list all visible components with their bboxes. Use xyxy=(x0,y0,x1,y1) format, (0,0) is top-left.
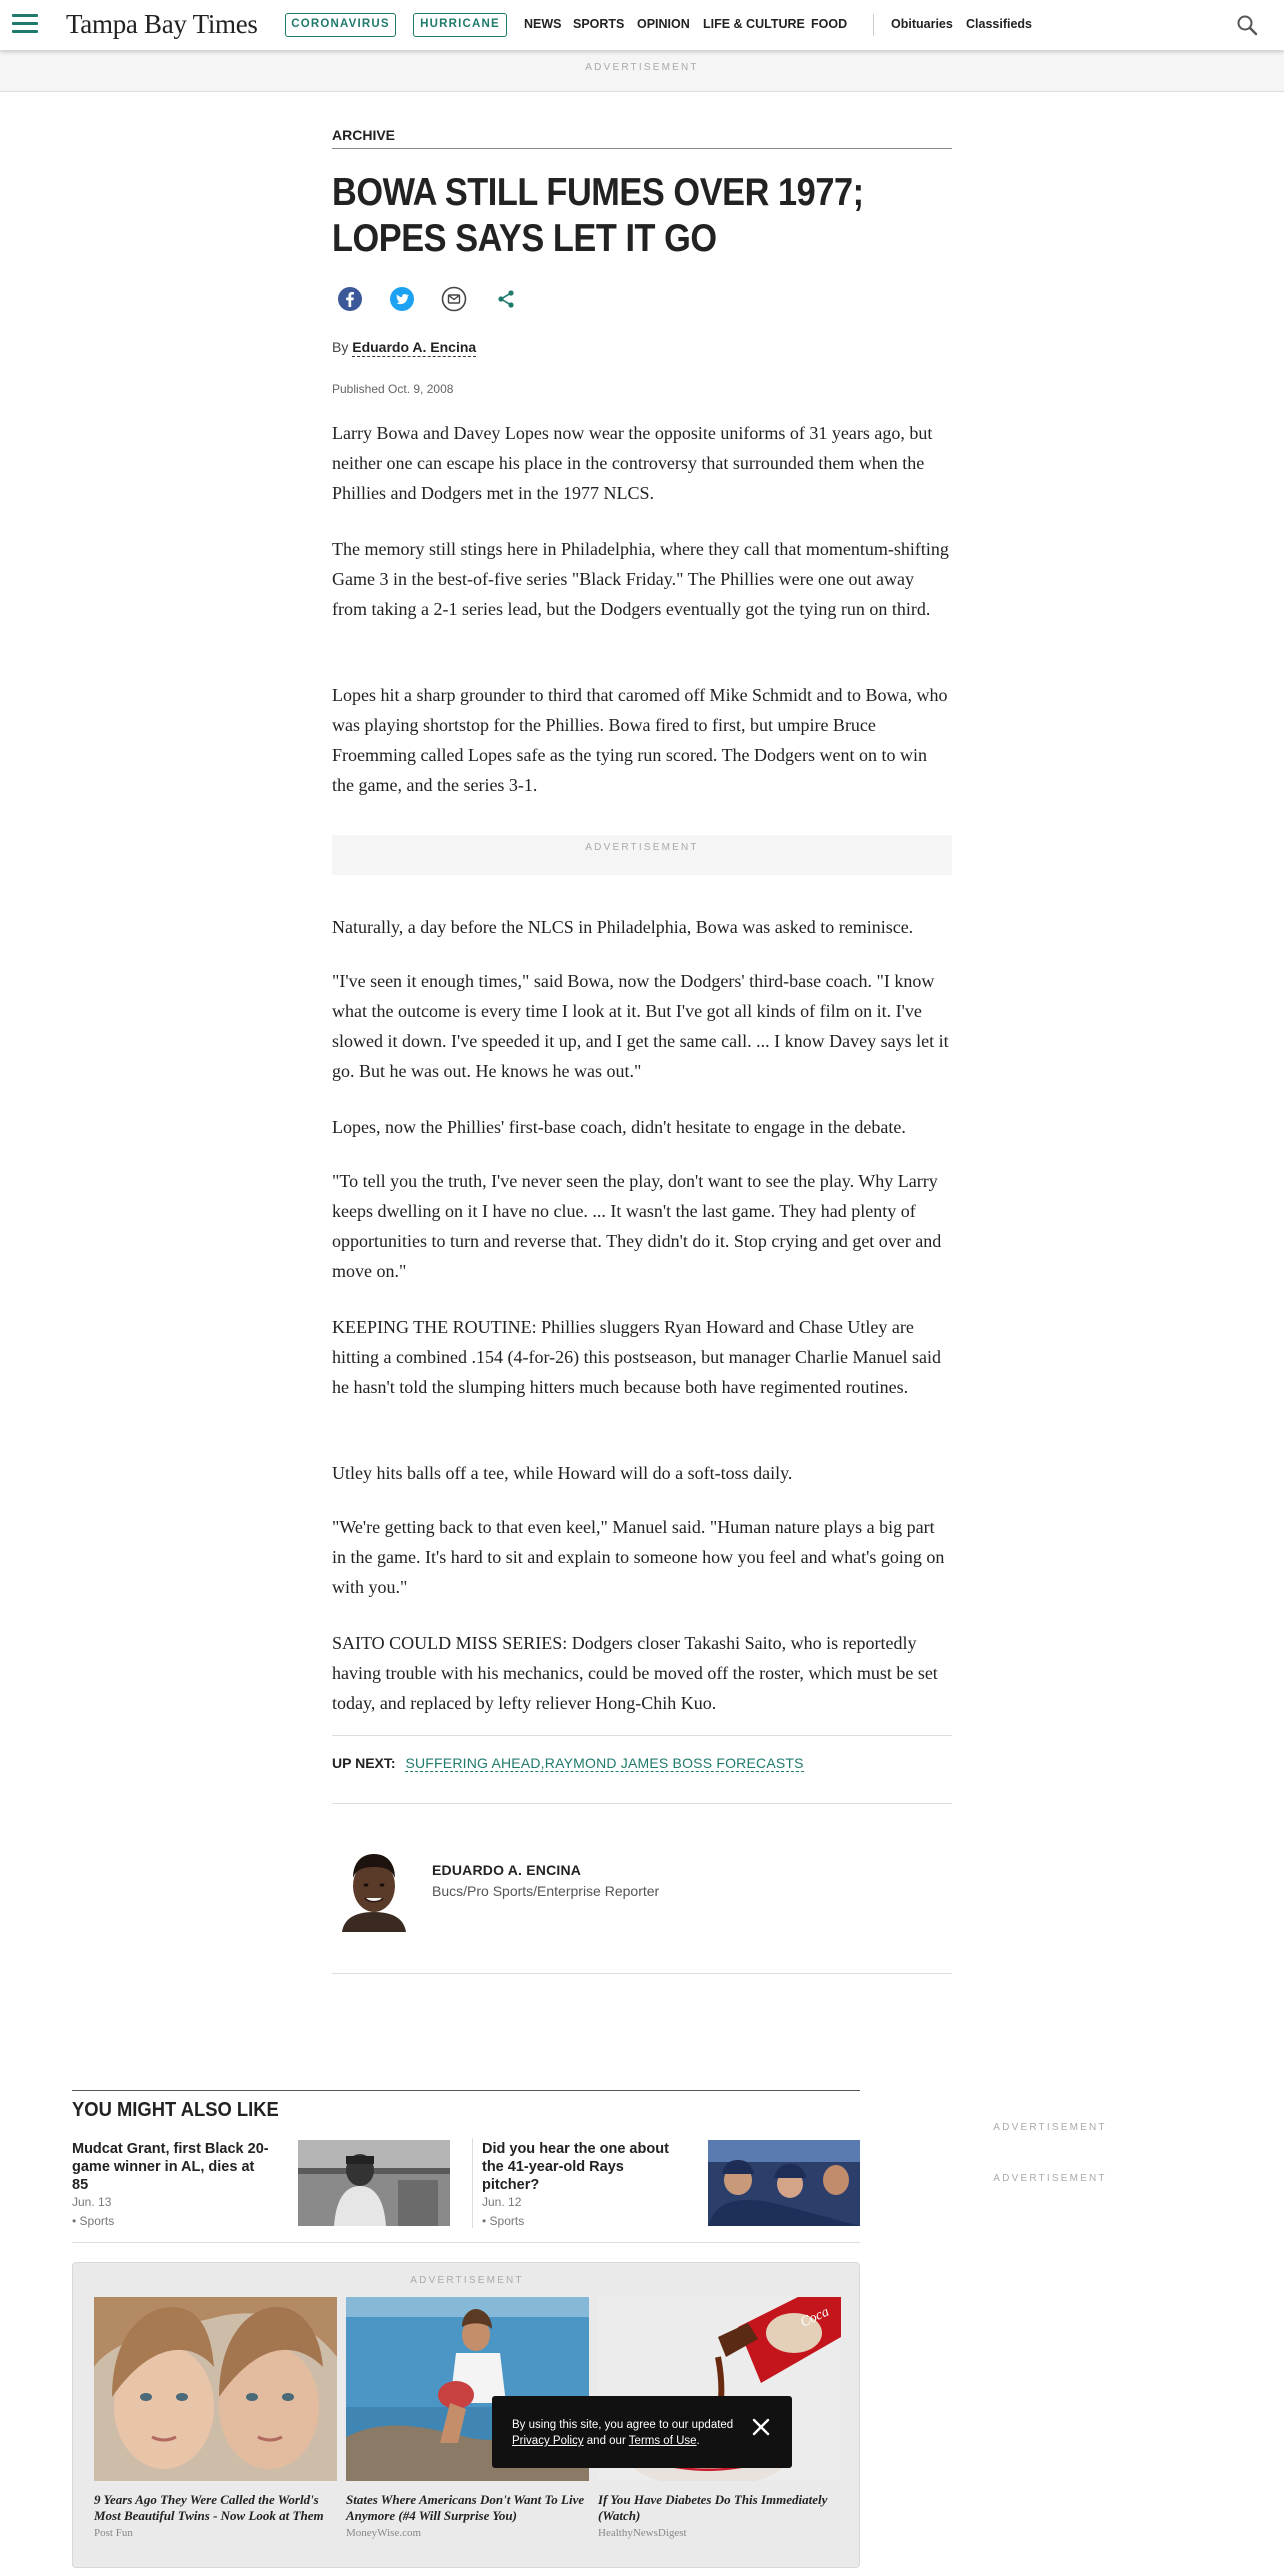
section-label[interactable]: ARCHIVE xyxy=(332,127,396,143)
author-link[interactable]: Eduardo A. Encina xyxy=(352,339,477,355)
author-card-name[interactable]: EDUARDO A. ENCINA xyxy=(432,1862,582,1878)
up-next-divider xyxy=(332,1803,952,1804)
byline xyxy=(332,339,476,355)
site-logo[interactable]: Tampa Bay Times xyxy=(66,9,258,39)
nav-link-obituaries[interactable]: Obituaries xyxy=(891,17,953,31)
article-paragraph: SAITO COULD MISS SERIES: Dodgers closer Takashi Saito, who is reportedly having trouble with his mechanics, could be moved off the roster, which must be set today, and replaced by lefty reliever Hong-Chih Kuo. xyxy=(332,1633,938,1713)
cookie-consent-banner xyxy=(492,2396,792,2468)
nav-link-life-culture[interactable]: LIFE & CULTURE xyxy=(703,17,805,31)
ad-label: ADVERTISEMENT xyxy=(585,62,699,73)
top-advertisement xyxy=(0,50,1284,92)
consent-text xyxy=(512,2417,742,2449)
related-thumbnail[interactable] xyxy=(708,2140,860,2226)
email-icon[interactable] xyxy=(441,286,467,312)
article-paragraph: Utley hits balls off a tee, while Howard will do a soft-toss daily. xyxy=(332,1463,793,1483)
ad-label: ADVERTISEMENT xyxy=(993,2122,1107,2133)
sponsored-card[interactable] xyxy=(94,2297,337,2539)
sponsored-source: HealthyNewsDigest xyxy=(598,2527,687,2539)
nav-link-opinion[interactable]: OPINION xyxy=(637,17,690,31)
article-paragraph: Naturally, a day before the NLCS in Philadelphia, Bowa was asked to reminisce. xyxy=(332,917,914,937)
ad-label: ADVERTISEMENT xyxy=(585,842,699,853)
article-paragraph: Lopes, now the Phillies' first-base coach, didn't hesitate to engage in the debate. xyxy=(332,1117,906,1137)
nav-pill-hurricane[interactable]: HURRICANE xyxy=(413,13,507,37)
article-paragraph: The memory still stings here in Philadelphia, where they call that momentum-shifting Game 3 in the best-of-five series "Black Friday." The Phillies were one out away from taking a 2-1 series lead, but the Dodgers eventually got the tying run on third. xyxy=(332,539,949,619)
up-next-link[interactable]: SUFFERING AHEAD,RAYMOND JAMES BOSS FORECASTS xyxy=(405,1755,804,1771)
sponsored-image[interactable] xyxy=(94,2297,337,2481)
share-icon[interactable] xyxy=(493,286,519,312)
twitter-icon[interactable] xyxy=(389,286,415,312)
up-next-divider xyxy=(332,1735,952,1736)
hamburger-menu-icon[interactable] xyxy=(12,14,38,34)
related-section[interactable]: • Sports xyxy=(482,2214,525,2228)
ad-label: ADVERTISEMENT xyxy=(993,2173,1107,2184)
up-next xyxy=(332,1755,804,1771)
sponsored-source: MoneyWise.com xyxy=(346,2527,422,2539)
article-paragraph: "To tell you the truth, I've never seen the play, don't want to see the play. Why Larry keeps dwelling on it I have no clue. ... It wasn't the last game. They had plenty of opportunities to turn and reverse that. They didn't do it. Stop crying and get over and move on." xyxy=(332,1171,942,1281)
author-card-divider xyxy=(332,1973,952,1974)
section-divider xyxy=(332,148,952,149)
nav-link-news[interactable]: NEWS xyxy=(524,17,562,31)
search-icon[interactable] xyxy=(1236,14,1258,36)
related-date: Jun. 13 xyxy=(72,2195,112,2209)
article-paragraph: "I've seen it enough times," said Bowa, now the Dodgers' third-base coach. "I know what the outcome is every time I look at it. But I've got all kinds of film on it. I've slowed it down. I've speeded it up, and I get the same call. ... I know Davey says let it go. But he was out. He knows he was out." xyxy=(332,971,949,1081)
nav-link-food[interactable]: FOOD xyxy=(811,17,848,31)
nav-link-sports[interactable]: SPORTS xyxy=(573,17,625,31)
related-date: Jun. 12 xyxy=(482,2195,522,2209)
byline-prefix: By xyxy=(332,339,349,355)
terms-of-use-link[interactable]: Terms of Use xyxy=(628,2435,697,2447)
facebook-icon[interactable] xyxy=(337,286,363,312)
sponsored-source: Post Fun xyxy=(94,2527,133,2539)
related-thumbnail[interactable] xyxy=(298,2140,450,2226)
consent-text-end: . xyxy=(696,2435,700,2447)
article-paragraph: KEEPING THE ROUTINE: Phillies sluggers Ryan Howard and Chase Utley are hitting a combined .154 (4-for-26) this postseason, but manager Charlie Manuel said he hasn't told the slumping hitters much because both have regimented routines. xyxy=(332,1317,942,1397)
sponsored-title[interactable]: States Where Americans Don't Want To Live Anymore (#4 Will Surprise You) xyxy=(346,2492,585,2523)
related-card[interactable] xyxy=(72,2140,450,2230)
site-header xyxy=(0,0,1284,50)
consent-text-start: By using this site, you agree to our updated xyxy=(512,2419,734,2431)
published-date: Published Oct. 9, 2008 xyxy=(332,382,454,396)
related-title: YOU MIGHT ALSO LIKE xyxy=(72,2099,279,2121)
sidebar-advertisement xyxy=(930,2122,1170,2133)
related-headline[interactable]: Did you hear the one about the 41-year-old Rays pitcher? xyxy=(482,2141,669,2193)
author-card-role: Bucs/Pro Sports/Enterprise Reporter xyxy=(432,1883,660,1899)
nav-link-classifieds[interactable]: Classifieds xyxy=(966,17,1033,31)
close-icon[interactable] xyxy=(750,2416,772,2438)
page-title: BOWA STILL FUMES OVER 1977; LOPES SAYS LET IT GO xyxy=(332,171,864,260)
up-next-label: UP NEXT: xyxy=(332,1755,396,1771)
inline-advertisement xyxy=(332,835,952,875)
related-section[interactable]: • Sports xyxy=(72,2214,115,2228)
svg-text:Coca: Coca xyxy=(798,2304,832,2331)
related-divider xyxy=(72,2090,860,2091)
ad-label: ADVERTISEMENT xyxy=(410,2275,524,2286)
nav-divider xyxy=(873,14,874,36)
article-paragraph: Lopes hit a sharp grounder to third that caromed off Mike Schmidt and to Bowa, who was playing shortstop for the Phillies. Bowa fired to first, but umpire Bruce Froemming called Lopes safe as the tying run scored. The Dodgers went on to win the game, and the series 3-1. xyxy=(332,685,948,795)
avatar[interactable] xyxy=(338,1846,410,1932)
related-divider xyxy=(72,2242,860,2243)
nav-pill-coronavirus[interactable]: CORONAVIRUS xyxy=(285,13,396,37)
related-column-divider xyxy=(472,2138,473,2228)
sponsored-title[interactable]: 9 Years Ago They Were Called the World's Most Beautiful Twins - Now Look at Them xyxy=(94,2492,324,2523)
privacy-policy-link[interactable]: Privacy Policy xyxy=(512,2435,584,2447)
sidebar-advertisement xyxy=(930,2173,1170,2184)
article-paragraph: Larry Bowa and Davey Lopes now wear the opposite uniforms of 31 years ago, but neither one can escape his place in the controversy that surrounded them when the Phillies and Dodgers met in the 1977 NLCS. xyxy=(332,423,933,503)
related-headline[interactable]: Mudcat Grant, first Black 20-game winner in AL, dies at 85 xyxy=(72,2141,269,2193)
article-paragraph: "We're getting back to that even keel," Manuel said. "Human nature plays a big part in the game. It's hard to sit and explain to someone how you feel and what's going on with you." xyxy=(332,1517,945,1597)
consent-text-middle: and our xyxy=(586,2435,626,2447)
related-card[interactable] xyxy=(482,2140,860,2230)
sponsored-title[interactable]: If You Have Diabetes Do This Immediately (Watch) xyxy=(598,2492,828,2523)
